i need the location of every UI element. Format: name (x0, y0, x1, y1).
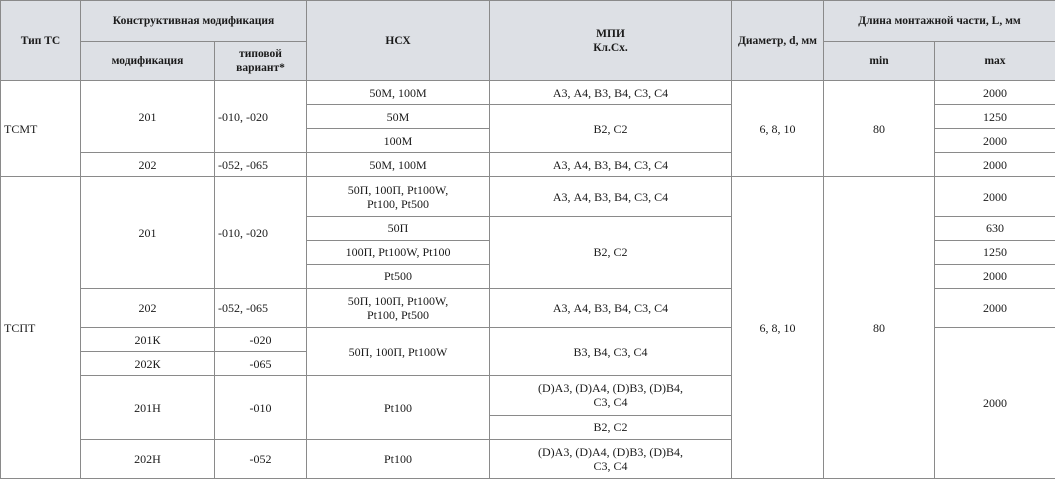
mpi-line: (D)А3, (D)А4, (D)В3, (D)В4, (538, 381, 683, 396)
variant-cell: -020 (215, 328, 307, 352)
type-cell: ТСМТ (1, 81, 81, 177)
header-mpi-line2: Кл.Сх. (593, 41, 628, 54)
max-cell: 2000 (935, 177, 1055, 216)
nsh-cell: 50М (307, 105, 490, 129)
header-modification: модификация (81, 42, 215, 81)
nsh-cell: 50П (307, 216, 490, 240)
max-cell: 2000 (935, 81, 1055, 105)
diameter-cell: 6, 8, 10 (732, 81, 824, 177)
nsh-line: 50П, 100П, Pt100W, (347, 182, 449, 197)
header-mpi-line1: МПИ (596, 27, 625, 40)
nsh-cell: 50М, 100М (307, 81, 490, 105)
nsh-line: Pt100, Pt500 (367, 196, 430, 211)
table-row (1, 177, 1055, 216)
max-cell: 2000 (935, 328, 1055, 479)
mpi-cell: В2, С2 (490, 105, 732, 153)
nsh-line: 50П, 100П, Pt100W, (347, 294, 449, 309)
variant-cell: -052, -065 (215, 153, 307, 177)
mod-cell: 202Н (81, 439, 215, 478)
mod-cell: 201Н (81, 376, 215, 439)
nsh-cell (307, 177, 490, 216)
mpi-line: С3, С4 (593, 458, 628, 473)
mpi-cell: А3, А4, В3, В4, С3, С4 (490, 177, 732, 216)
min-cell: 80 (824, 177, 935, 479)
mod-cell: 201 (81, 177, 215, 289)
header-nsh: НСХ (307, 1, 490, 81)
variant-cell: -010 (215, 376, 307, 439)
mpi-line: С3, С4 (593, 395, 628, 410)
nsh-cell: Pt500 (307, 264, 490, 288)
nsh-cell: 50М, 100М (307, 153, 490, 177)
mpi-cell: А3, А4, В3, В4, С3, С4 (490, 153, 732, 177)
mpi-cell (490, 376, 732, 415)
mpi-line: (D)А3, (D)А4, (D)В3, (D)В4, (538, 444, 683, 459)
mod-cell: 202 (81, 153, 215, 177)
table-row (1, 81, 1055, 105)
max-cell: 2000 (935, 153, 1055, 177)
variant-cell: -052, -065 (215, 288, 307, 327)
nsh-cell: Pt100 (307, 439, 490, 478)
max-cell: 630 (935, 216, 1055, 240)
mpi-cell: В2, С2 (490, 415, 732, 439)
mpi-cell: В3, В4, С3, С4 (490, 328, 732, 376)
max-cell: 1250 (935, 105, 1055, 129)
header-min: min (824, 42, 935, 81)
header-diameter: Диаметр, d, мм (732, 1, 824, 81)
mpi-cell: А3, А4, В3, В4, С3, С4 (490, 81, 732, 105)
mod-cell: 202К (81, 352, 215, 376)
mpi-cell (490, 439, 732, 478)
variant-cell: -065 (215, 352, 307, 376)
mod-cell: 202 (81, 288, 215, 327)
max-cell: 2000 (935, 264, 1055, 288)
type-cell: ТСПТ (1, 177, 81, 479)
variant-cell: -010, -020 (215, 177, 307, 289)
mod-cell: 201К (81, 328, 215, 352)
header-typical-variant: типовой вариант* (215, 42, 307, 81)
nsh-cell: 50П, 100П, Pt100W (307, 328, 490, 376)
mod-cell: 201 (81, 81, 215, 153)
max-cell: 2000 (935, 129, 1055, 153)
nsh-cell: Pt100 (307, 376, 490, 439)
header-type: Тип ТС (1, 1, 81, 81)
mpi-cell: А3, А4, В3, В4, С3, С4 (490, 288, 732, 327)
nsh-cell: 100М (307, 129, 490, 153)
max-cell: 2000 (935, 288, 1055, 327)
variant-cell: -052 (215, 439, 307, 478)
min-cell: 80 (824, 81, 935, 177)
nsh-cell: 100П, Pt100W, Pt100 (307, 240, 490, 264)
nsh-cell (307, 288, 490, 327)
header-design-mod: Конструктивная модификация (81, 1, 307, 42)
mpi-cell: В2, С2 (490, 216, 732, 288)
header-mount-length: Длина монтажной части, L, мм (824, 1, 1055, 42)
nsh-line: Pt100, Pt500 (367, 308, 430, 323)
header-mpi (490, 1, 732, 81)
header-max: max (935, 42, 1055, 81)
max-cell: 1250 (935, 240, 1055, 264)
variant-cell: -010, -020 (215, 81, 307, 153)
diameter-cell: 6, 8, 10 (732, 177, 824, 479)
